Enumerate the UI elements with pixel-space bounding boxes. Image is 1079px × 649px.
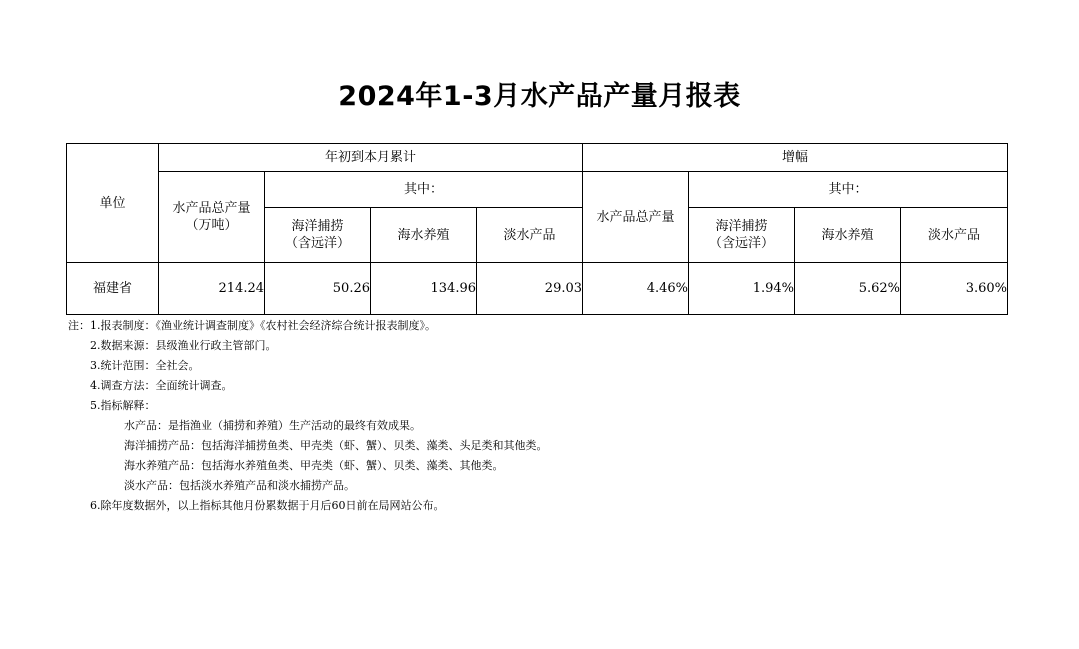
header-mariculture: 海水养殖 [371,208,477,263]
row-mariculture: 134.96 [371,263,477,315]
header-freshwater: 淡水产品 [477,208,583,263]
notes-section [68,316,548,516]
row-mariculture-growth: 5.62% [795,263,901,315]
note-1: 注：1.报表制度：《渔业统计调查制度》《农村社会经济综合统计报表制度》。 [68,319,436,332]
definition-freshwater: 淡水产品：包括淡水养殖产品和淡水捕捞产品。 [124,479,355,492]
table-row [67,263,1008,315]
report-table [66,143,1008,315]
header-marine-fishing [265,208,371,263]
header-growth-freshwater: 淡水产品 [901,208,1008,263]
definition-aquatic: 水产品：是指渔业（捕捞和养殖）生产活动的最终有效成果。 [124,419,421,432]
definition-mariculture: 海水养殖产品：包括海水养殖鱼类、甲壳类（虾、蟹）、贝类、藻类、其他类。 [124,459,504,472]
header-marine-line1: 海洋捕捞 [291,219,344,234]
definition-marine-fishing: 海洋捕捞产品：包括海洋捕捞鱼类、甲壳类（虾、蟹）、贝类、藻类、头足类和其他类。 [124,439,548,452]
header-growth-total: 水产品总产量 [583,172,689,263]
header-unit: 单位 [67,144,159,263]
header-marine-line2: （含远洋） [284,236,350,251]
header-growth-marine-line1: 海洋捕捞 [715,219,768,234]
note-3: 3.统计范围：全社会。 [90,359,200,372]
row-marine: 50.26 [265,263,371,315]
header-growth-of-which: 其中： [689,172,1008,208]
header-total-label: 水产品总产量 [172,201,251,216]
header-of-which: 其中： [265,172,583,208]
row-total-growth: 4.46% [583,263,689,315]
row-freshwater-growth: 3.60% [901,263,1008,315]
header-total-output [159,172,265,263]
row-unit: 福建省 [67,263,159,315]
row-marine-growth: 1.94% [689,263,795,315]
header-total-unit: （万吨） [185,218,238,233]
header-growth-marine-line2: （含远洋） [709,236,775,251]
page-title: 2024年1-3月水产品产量月报表 [338,81,741,112]
header-growth-marine-fishing [689,208,795,263]
note-5: 5.指标解释： [90,399,156,412]
note-2: 2.数据来源：县级渔业行政主管部门。 [90,339,277,352]
header-growth-mariculture: 海水养殖 [795,208,901,263]
row-total: 214.24 [159,263,265,315]
note-4: 4.调查方法：全面统计调查。 [90,379,233,392]
row-freshwater: 29.03 [477,263,583,315]
header-growth: 增幅 [583,144,1008,172]
header-cumulative: 年初到本月累计 [159,144,583,172]
note-6: 6.除年度数据外，以上指标其他月份累数据于月后60日前在局网站公布。 [90,499,445,512]
